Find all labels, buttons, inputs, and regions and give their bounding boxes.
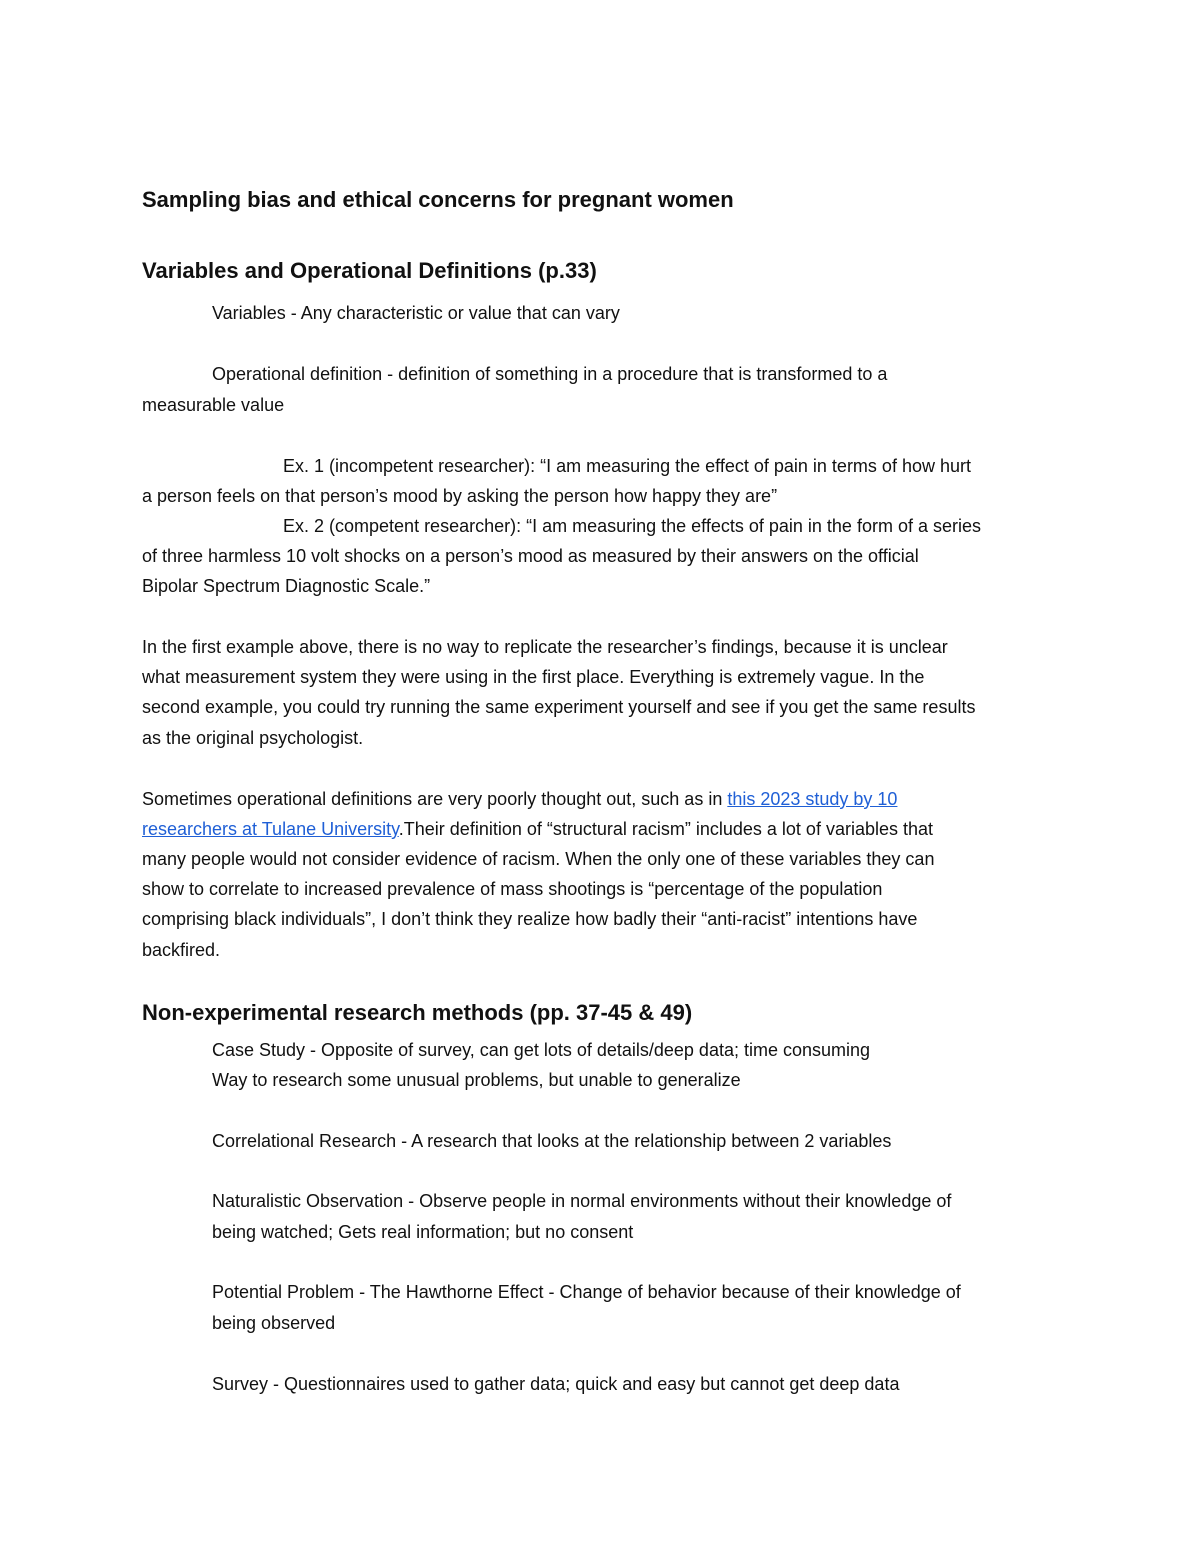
survey-definition: Survey - Questionnaires used to gather data; quick and easy but cannot get deep data [212, 1374, 900, 1394]
example-2-line-2: of three harmless 10 volt shocks on a person’s mood as measured by their answers on the official [142, 546, 919, 566]
paragraph-1-line-4: as the original psychologist. [142, 728, 364, 748]
tulane-study-link-part-2[interactable]: researchers at Tulane University [142, 819, 399, 839]
potential-problem-line-2: being observed [212, 1313, 336, 1333]
correlational-research: Correlational Research - A research that looks at the relationship between 2 variables [212, 1131, 892, 1151]
paragraph-1-line-3: second example, you could try running the same experiment yourself and see if you get the same results [142, 697, 976, 717]
operational-definition-line-2: measurable value [142, 395, 285, 415]
section-heading-non-experimental: Non-experimental research methods (pp. 37-45 & 49) [142, 1000, 693, 1025]
potential-problem-line-1: Potential Problem - The Hawthorne Effect - Change of behavior because of their knowledge of [212, 1282, 961, 1302]
variables-definition: Variables - Any characteristic or value that can vary [212, 303, 620, 323]
example-1-line-2: a person feels on that person’s mood by asking the person how happy they are” [142, 486, 778, 506]
paragraph-2-continuation: .Their definition of “structural racism” includes a lot of variables that [398, 819, 934, 839]
case-study-line-1: Case Study - Opposite of survey, can get lots of details/deep data; time consuming [212, 1040, 871, 1060]
paragraph-2-line-2 [142, 818, 933, 840]
paragraph-2-line-6: backfired. [142, 940, 221, 960]
paragraph-2-text: Sometimes operational definitions are very poorly thought out, such as in [142, 789, 728, 809]
document-title: Sampling bias and ethical concerns for pregnant women [142, 187, 734, 212]
naturalistic-observation-line-1: Naturalistic Observation - Observe people in normal environments without their knowledge of [212, 1191, 952, 1211]
case-study-line-2: Way to research some unusual problems, but unable to generalize [212, 1070, 741, 1090]
paragraph-2-line-1 [142, 788, 897, 810]
example-1-line-1: Ex. 1 (incompetent researcher): “I am measuring the effect of pain in terms of how hurt [283, 456, 971, 476]
paragraph-1-line-2: what measurement system they were using in the first place. Everything is extremely vague. In the [142, 667, 925, 687]
paragraph-2-line-4: show to correlate to increased prevalence of mass shootings is “percentage of the population [142, 879, 883, 899]
paragraph-1-line-1: In the first example above, there is no way to replicate the researcher’s findings, because it is unclear [142, 637, 948, 657]
paragraph-2-line-3: many people would not consider evidence of racism. When the only one of these variables they can [142, 849, 935, 869]
naturalistic-observation-line-2: being watched; Gets real information; but no consent [212, 1222, 634, 1242]
section-heading-variables: Variables and Operational Definitions (p.33) [142, 258, 597, 283]
tulane-study-link-part-1[interactable]: this 2023 study by 10 [727, 789, 898, 809]
operational-definition-line-1: Operational definition - definition of something in a procedure that is transformed to a [212, 364, 888, 384]
example-2-line-1: Ex. 2 (competent researcher): “I am measuring the effects of pain in the form of a series [283, 516, 981, 536]
example-2-line-3: Bipolar Spectrum Diagnostic Scale.” [142, 576, 431, 596]
paragraph-2-line-5: comprising black individuals”, I don’t think they realize how badly their “anti-racist” intentions have [142, 909, 918, 929]
